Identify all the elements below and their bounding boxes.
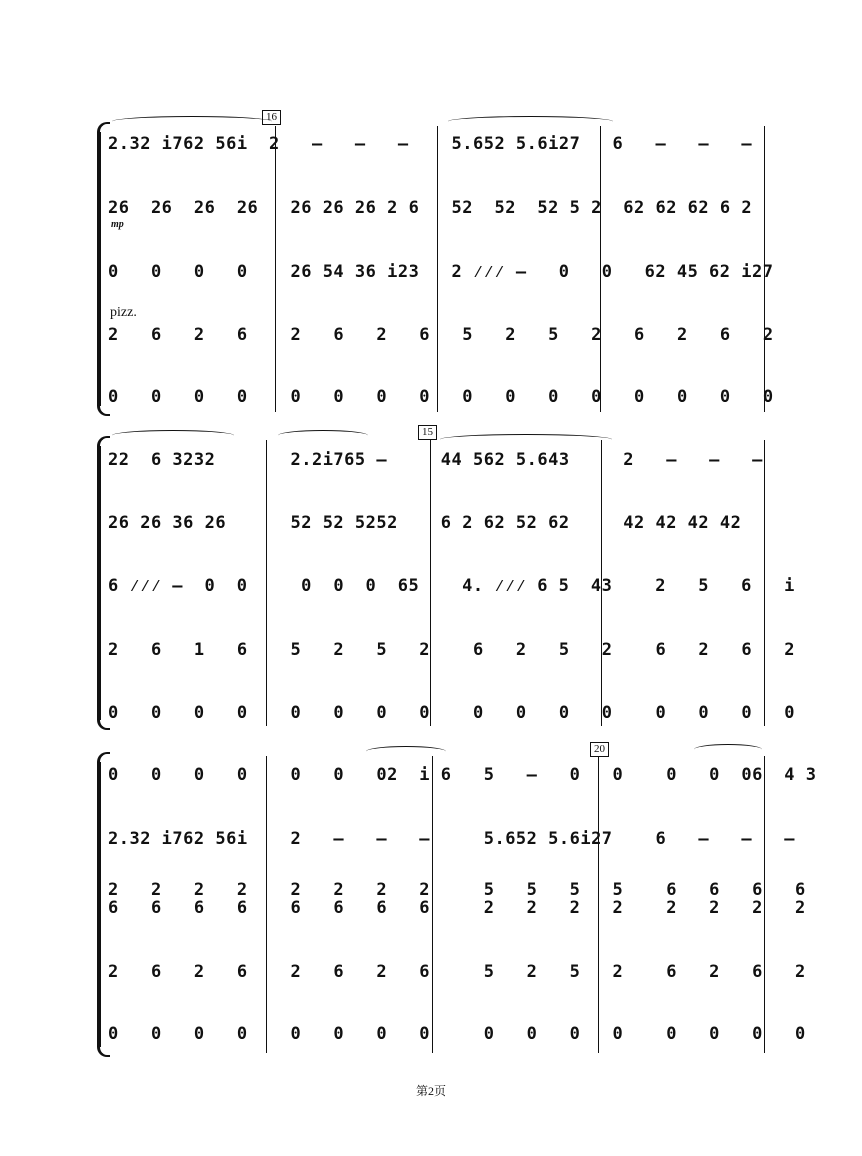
rehearsal-mark: 16	[262, 110, 281, 125]
staff-row-4: 2 6 1 6 5 2 5 2 6 2 5 2 6 2 6 2	[108, 640, 796, 660]
staff-row-2: 2.32 i762 56i 2 – – – 5.652 5.6i27 6 – – –	[108, 829, 796, 849]
phrase-slur	[440, 434, 612, 445]
phrase-slur	[278, 430, 368, 441]
rehearsal-mark: 20	[590, 742, 609, 757]
staff-row-5: 0 0 0 0 0 0 0 0 0 0 0 0 0 0 0 0	[108, 387, 774, 407]
page-number: 第2页	[415, 1084, 446, 1098]
system-bracket	[92, 122, 104, 416]
phrase-slur	[112, 430, 234, 441]
rehearsal-mark: 15	[418, 425, 437, 440]
staff-row-3-upper: 2 2 2 2 2 2 2 2 5 5 5 5 6 6 6 6	[108, 880, 806, 900]
phrase-slur	[448, 116, 613, 127]
system-bracket	[92, 436, 104, 730]
staff-row-2: 26 26 26 26 26 26 26 2 6 52 52 52 5 2 62 62 62 6 2	[108, 198, 753, 218]
dynamic-mark: mp	[111, 219, 124, 230]
staff-row-3: 6 ⁄⁄⁄ – 0 0 0 0 0 65 4. ⁄⁄⁄ 6 5 43 2 5 6 i	[108, 576, 795, 596]
staff-row-3: 0 0 0 0 26 54 36 i23 2 ⁄⁄⁄ – 0 0 62 45 62 i27	[108, 262, 774, 282]
phrase-slur	[366, 746, 446, 757]
staff-row-2: 26 26 36 26 52 52 5252 6 2 62 52 62 42 42 42 42	[108, 513, 742, 533]
staff-row-5: 0 0 0 0 0 0 0 0 0 0 0 0 0 0 0 0	[108, 703, 796, 723]
staff-row-4: 2 6 2 6 2 6 2 6 5 2 5 2 6 2 6 2	[108, 962, 806, 982]
staff-row-3-lower: 6 6 6 6 6 6 6 6 2 2 2 2 2 2 2 2	[108, 898, 806, 918]
phrase-slur	[694, 744, 762, 755]
system-bracket	[92, 752, 104, 1057]
staff-row-1: 0 0 0 0 0 0 02 i 6 5 – 0 0 0 0 06 4 3	[108, 765, 817, 785]
staff-row-5: 0 0 0 0 0 0 0 0 0 0 0 0 0 0 0 0	[108, 1024, 806, 1044]
pizz-marking: pizz.	[110, 305, 137, 320]
staff-row-4: 2 6 2 6 2 6 2 6 5 2 5 2 6 2 6 2	[108, 325, 774, 345]
staff-row-1: 22 6 3232 2.2i765 – 44 562 5.643 2 – – –	[108, 450, 763, 470]
staff-row-1: 2.32 i762 56i 2 – – – 5.652 5.6i27 6 – – –	[108, 134, 753, 154]
phrase-slur	[112, 116, 272, 127]
